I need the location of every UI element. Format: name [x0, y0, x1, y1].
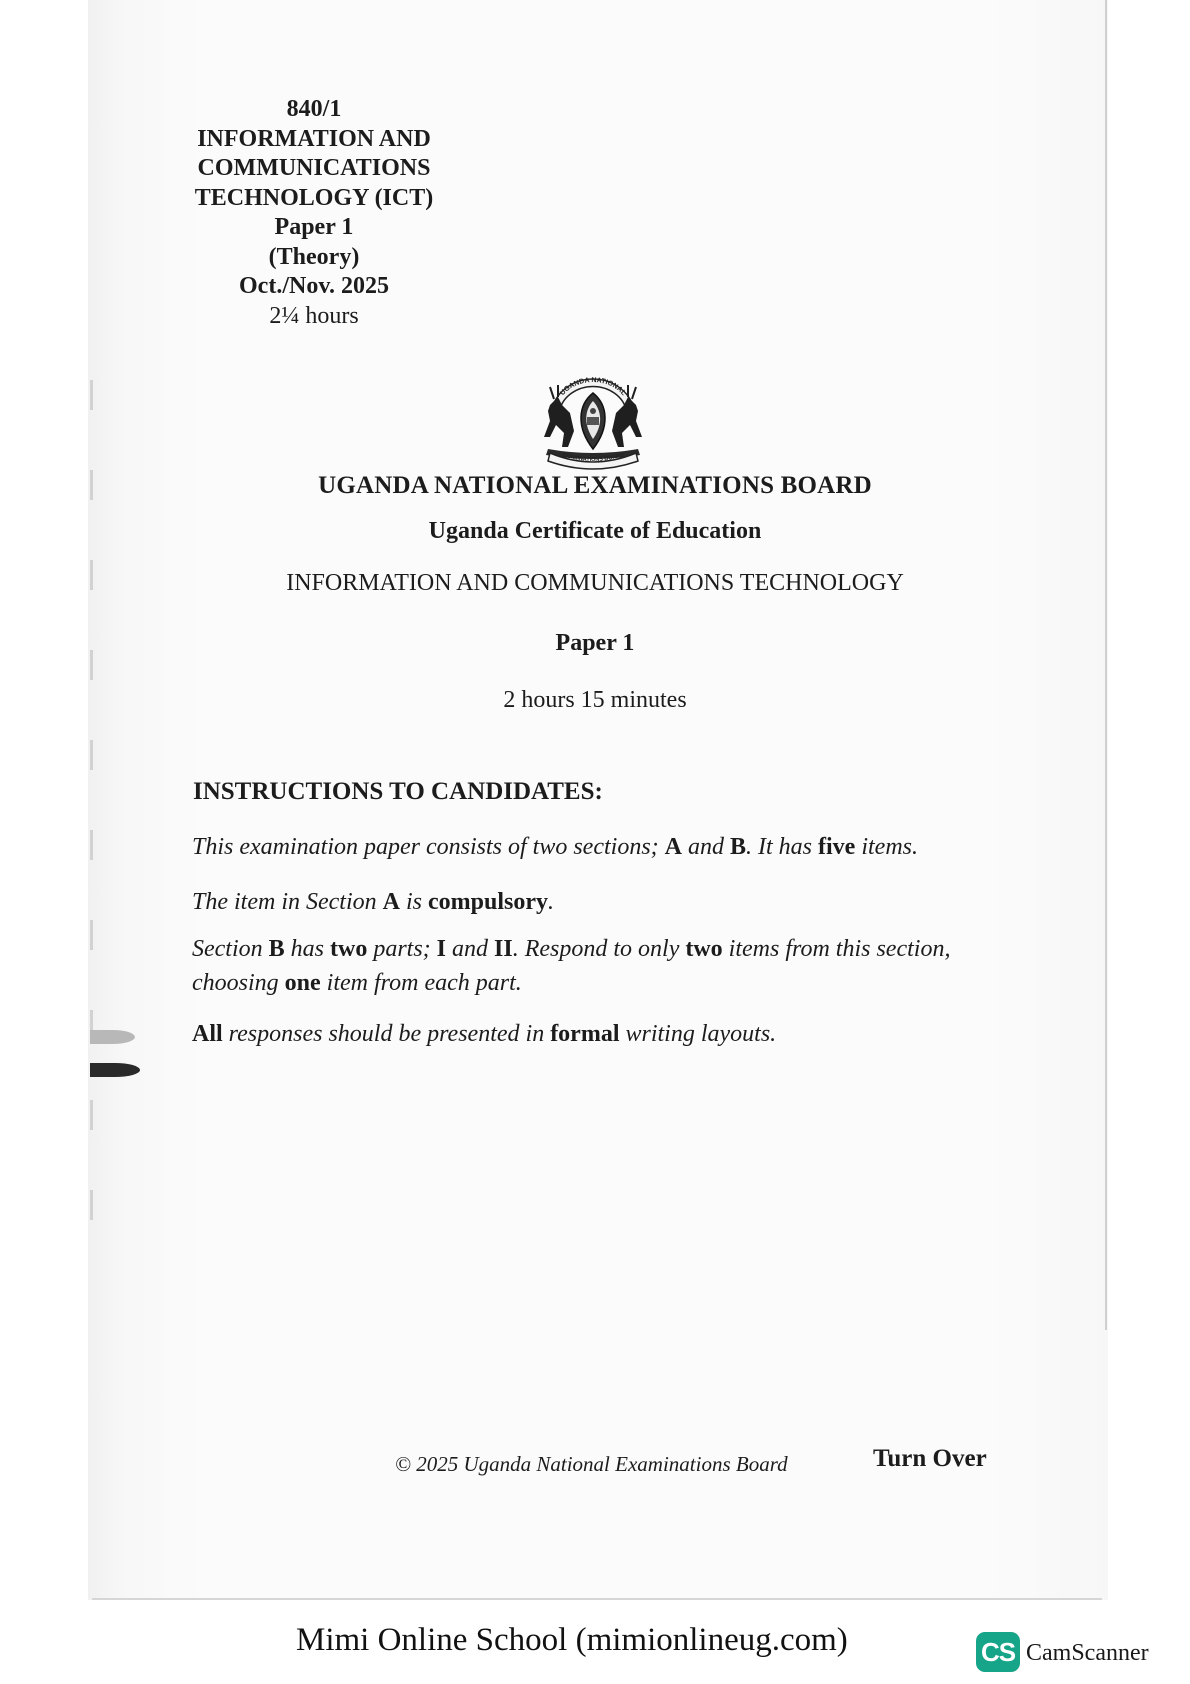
page-edge-bottom [92, 1598, 1102, 1600]
paper-type: (Theory) [268, 243, 360, 270]
crest-top-text: UGANDA NATIONAL [559, 376, 627, 397]
punch-hole-mark-faint [90, 1030, 135, 1044]
instructions-heading: INSTRUCTIONS TO CANDIDATES: [193, 778, 603, 805]
subject-line-1: INFORMATION AND [197, 125, 431, 152]
subject-line-3: TECHNOLOGY (ICT) [194, 184, 434, 211]
paper-title: Paper 1 [555, 630, 635, 656]
exam-time: 2¼ hours [269, 302, 359, 329]
page-edge-right [1105, 0, 1107, 1330]
paper-code-block [180, 95, 448, 331]
camscanner-logo-icon: CS [976, 1632, 1020, 1672]
punch-hole-mark [90, 1063, 140, 1077]
instruction-line-2: The item in Section A is compulsory. [192, 889, 554, 915]
turn-over-label: Turn Over [873, 1445, 987, 1472]
exam-duration: 2 hours 15 minutes [503, 687, 687, 713]
coat-of-arms-logo [528, 365, 658, 470]
subject-title: INFORMATION AND COMMUNICATIONS TECHNOLOGY [286, 570, 904, 596]
watermark-text: Mimi Online School (mimionlineug.com) [296, 1622, 848, 1658]
exam-board-title: UGANDA NATIONAL EXAMINATIONS BOARD [318, 472, 872, 499]
instruction-line-1: This examination paper consists of two sections; A and B. It has five items. [192, 834, 918, 860]
instruction-line-4: All responses should be presented in formal writing layouts. [192, 1021, 777, 1047]
scan-margin-marks [90, 380, 93, 1280]
exam-session: Oct./Nov. 2025 [239, 273, 389, 299]
subject-line-2: COMMUNICATIONS [197, 155, 431, 181]
copyright-notice: © 2025 Uganda National Examinations Board [395, 1452, 788, 1476]
certificate-title: Uganda Certificate of Education [428, 518, 762, 544]
paper-code: 840/1 [286, 96, 342, 122]
instruction-line-3: Section B has two parts; I and II. Respond to only two items from this section, choosing one item from each part. [192, 936, 951, 996]
paper-number: Paper 1 [274, 214, 354, 240]
camscanner-label: CamScanner [1026, 1640, 1149, 1666]
crest-bottom-text: EXAMINATIONS BOARD [561, 452, 625, 464]
